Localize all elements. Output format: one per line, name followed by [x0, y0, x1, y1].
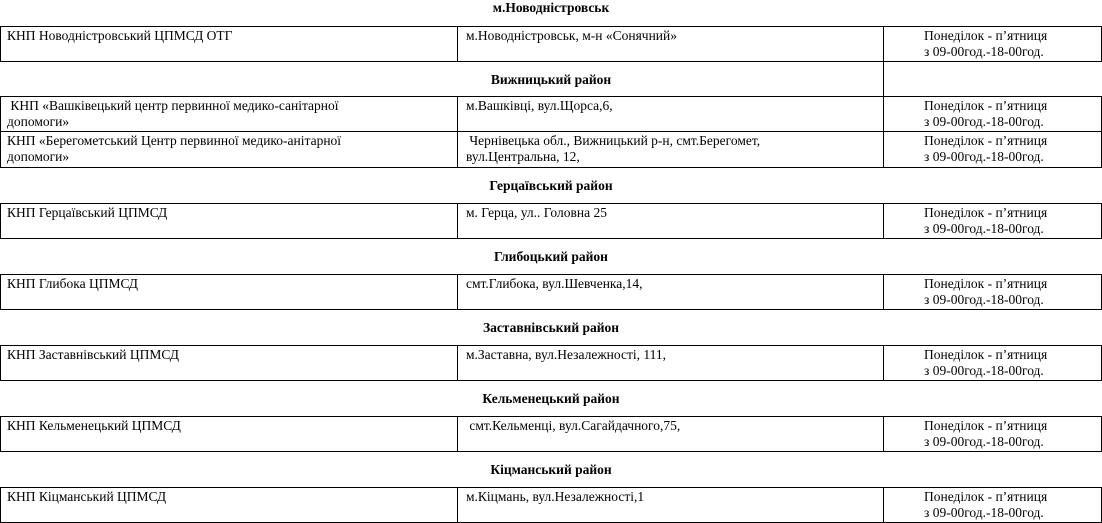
facility-name: КНП Кельменецький ЦПМСД [0, 417, 457, 451]
table-row [0, 274, 1102, 310]
table-row [0, 203, 1102, 239]
table-row [0, 26, 1102, 62]
section-title: Герцаївський район [489, 178, 613, 193]
facility-name: КНП Новодністровський ЦПМСД ОТГ [0, 27, 457, 61]
table-row [0, 96, 1102, 132]
section-title: Кіцманський район [490, 462, 612, 477]
facility-hours: Понеділок - п’ятниця з 09-00год.-18-00год. [883, 275, 1102, 309]
facility-hours: Понеділок - п’ятниця з 09-00год.-18-00год. [883, 132, 1102, 167]
facility-hours: Понеділок - п’ятниця з 09-00год.-18-00год. [883, 204, 1102, 238]
section-title: м.Новодністровськ [492, 0, 610, 15]
facility-name: КНП Герцаївський ЦПМСД [0, 204, 457, 238]
facility-address: м.Кіцмань, вул.Незалежності,1 [457, 488, 883, 522]
facility-hours: Понеділок - п’ятниця з 09-00год.-18-00год. [883, 346, 1102, 380]
section-header [0, 310, 1102, 345]
section-title: Вижницький район [490, 72, 612, 87]
table-row [0, 345, 1102, 381]
facility-name: КНП «Вашківецький центр первинної медико-санітарної допомоги» [0, 97, 457, 131]
facility-address: м.Вашківці, вул.Щорса,6, [457, 97, 883, 131]
section-title: Кельменецький район [482, 391, 620, 406]
facility-name: КНП Глибока ЦПМСД [0, 275, 457, 309]
facility-hours: Понеділок - п’ятниця з 09-00год.-18-00год. [883, 488, 1102, 522]
section-title: Заставнівський район [482, 320, 620, 335]
facility-hours: Понеділок - п’ятниця з 09-00год.-18-00год. [883, 27, 1102, 61]
facility-name: КНП Кіцманський ЦПМСД [0, 488, 457, 522]
facility-hours: Понеділок - п’ятниця з 09-00год.-18-00год. [883, 97, 1102, 131]
table-row [0, 487, 1102, 523]
facility-address: м. Герца, ул.. Головна 25 [457, 204, 883, 238]
table-row [0, 132, 1102, 168]
section-header [0, 0, 1102, 26]
section-header [0, 452, 1102, 487]
facility-name: КНП Заставнівський ЦПМСД [0, 346, 457, 380]
section-title: Глибоцький район [494, 249, 608, 264]
facility-address: Чернівецька обл., Вижницький р-н, смт.Берегомет, вул.Центральна, 12, [457, 132, 883, 167]
section-header [0, 239, 1102, 274]
section-header [0, 168, 1102, 203]
section-header [0, 62, 1102, 96]
facility-address: смт.Кельменці, вул.Сагайдачного,75, [457, 417, 883, 451]
facility-hours: Понеділок - п’ятниця з 09-00год.-18-00год. [883, 417, 1102, 451]
facility-address: смт.Глибока, вул.Шевченка,14, [457, 275, 883, 309]
facility-name: КНП «Берегометський Центр первинної медико-анітарної допомоги» [0, 132, 457, 167]
facility-address: м.Заставна, вул.Незалежності, 111, [457, 346, 883, 380]
table-row [0, 416, 1102, 452]
section-header [0, 381, 1102, 416]
facility-address: м.Новодністровськ, м-н «Сонячний» [457, 27, 883, 61]
